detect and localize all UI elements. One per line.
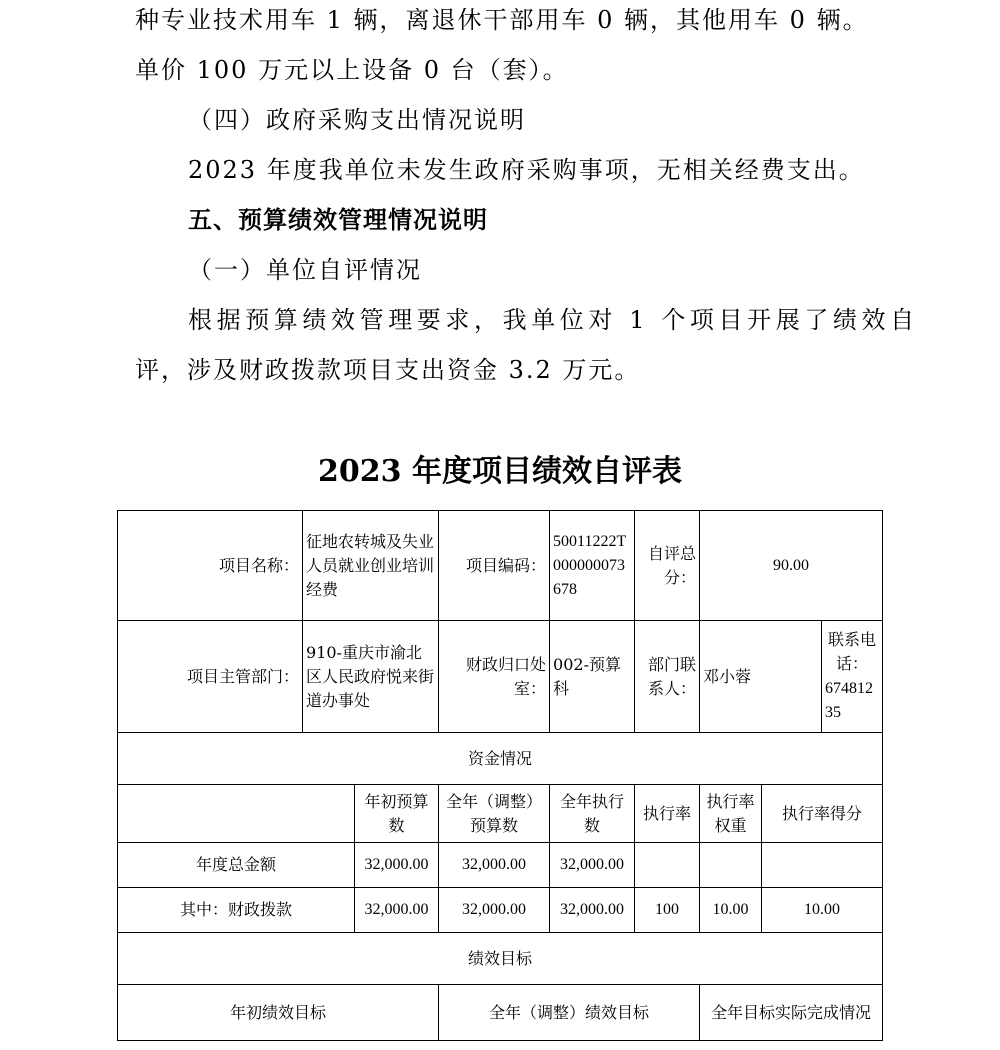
funds-cell: 100 — [635, 888, 700, 933]
funds-cell: 10.00 — [700, 888, 762, 933]
funds-cell — [700, 843, 762, 888]
text-line: 种专业技术用车 1 辆，离退休干部用车 0 辆，其他用车 0 辆。 — [135, 6, 869, 34]
contact-label: 部门联系人： — [635, 621, 700, 733]
table-title: 2023 年度项目绩效自评表 — [318, 454, 682, 489]
text-line: 2023 年度我单位未发生政府采购事项，无相关经费支出。 — [188, 156, 865, 184]
funds-cell: 32,000.00 — [439, 888, 550, 933]
self-score: 90.00 — [700, 511, 883, 621]
funds-header: 全年执行数 — [550, 785, 635, 843]
funds-cell: 10.00 — [762, 888, 883, 933]
contact: 邓小蓉 — [700, 621, 822, 733]
funds-header: 执行率 — [635, 785, 700, 843]
finance-office: 002-预算科 — [550, 621, 635, 733]
funds-cell: 32,000.00 — [439, 843, 550, 888]
funds-cell — [635, 843, 700, 888]
project-code-label: 项目编码： — [439, 511, 550, 621]
funds-cell: 32,000.00 — [550, 843, 635, 888]
funds-header: 年初预算数 — [355, 785, 439, 843]
funds-header: 执行率权重 — [700, 785, 762, 843]
funds-cell: 32,000.00 — [550, 888, 635, 933]
phone-label: 联系电话： — [828, 631, 877, 673]
project-name-label: 项目名称： — [118, 511, 303, 621]
text-line: 根据预算绩效管理要求，我单位对 1 个项目开展了绩效自 — [188, 306, 919, 334]
project-code: 50011222T000000073678 — [550, 511, 635, 621]
funds-row-label: 其中：财政拨款 — [118, 888, 355, 933]
dept-label: 项目主管部门： — [118, 621, 303, 733]
phone-value: 67481235 — [825, 679, 874, 721]
perf-header: 全年目标实际完成情况 — [700, 985, 883, 1041]
perf-header: 全年（调整）绩效目标 — [439, 985, 700, 1041]
funds-cell: 32,000.00 — [355, 843, 439, 888]
funds-section-header: 资金情况 — [118, 733, 883, 785]
section-heading: （一）单位自评情况 — [188, 256, 422, 284]
funds-cell — [762, 843, 883, 888]
project-name: 征地农转城及失业人员就业创业培训经费 — [303, 511, 439, 621]
performance-table — [117, 510, 883, 1041]
funds-row-label: 年度总金额 — [118, 843, 355, 888]
funds-header: 全年（调整）预算数 — [439, 785, 550, 843]
funds-cell: 32,000.00 — [355, 888, 439, 933]
section-heading: 五、预算绩效管理情况说明 — [188, 206, 488, 234]
phone — [822, 621, 883, 733]
funds-header: 执行率得分 — [762, 785, 883, 843]
perf-header: 年初绩效目标 — [118, 985, 439, 1041]
section-heading: （四）政府采购支出情况说明 — [188, 106, 526, 134]
finance-office-label: 财政归口处室： — [439, 621, 550, 733]
text-line: 单价 100 万元以上设备 0 台（套）。 — [135, 56, 569, 84]
dept: 910-重庆市渝北区人民政府悦来街道办事处 — [303, 621, 439, 733]
self-score-label: 自评总分： — [635, 511, 700, 621]
perf-section-header: 绩效目标 — [118, 933, 883, 985]
text-line: 评，涉及财政拨款项目支出资金 3.2 万元。 — [135, 356, 641, 384]
funds-header-blank — [118, 785, 355, 843]
